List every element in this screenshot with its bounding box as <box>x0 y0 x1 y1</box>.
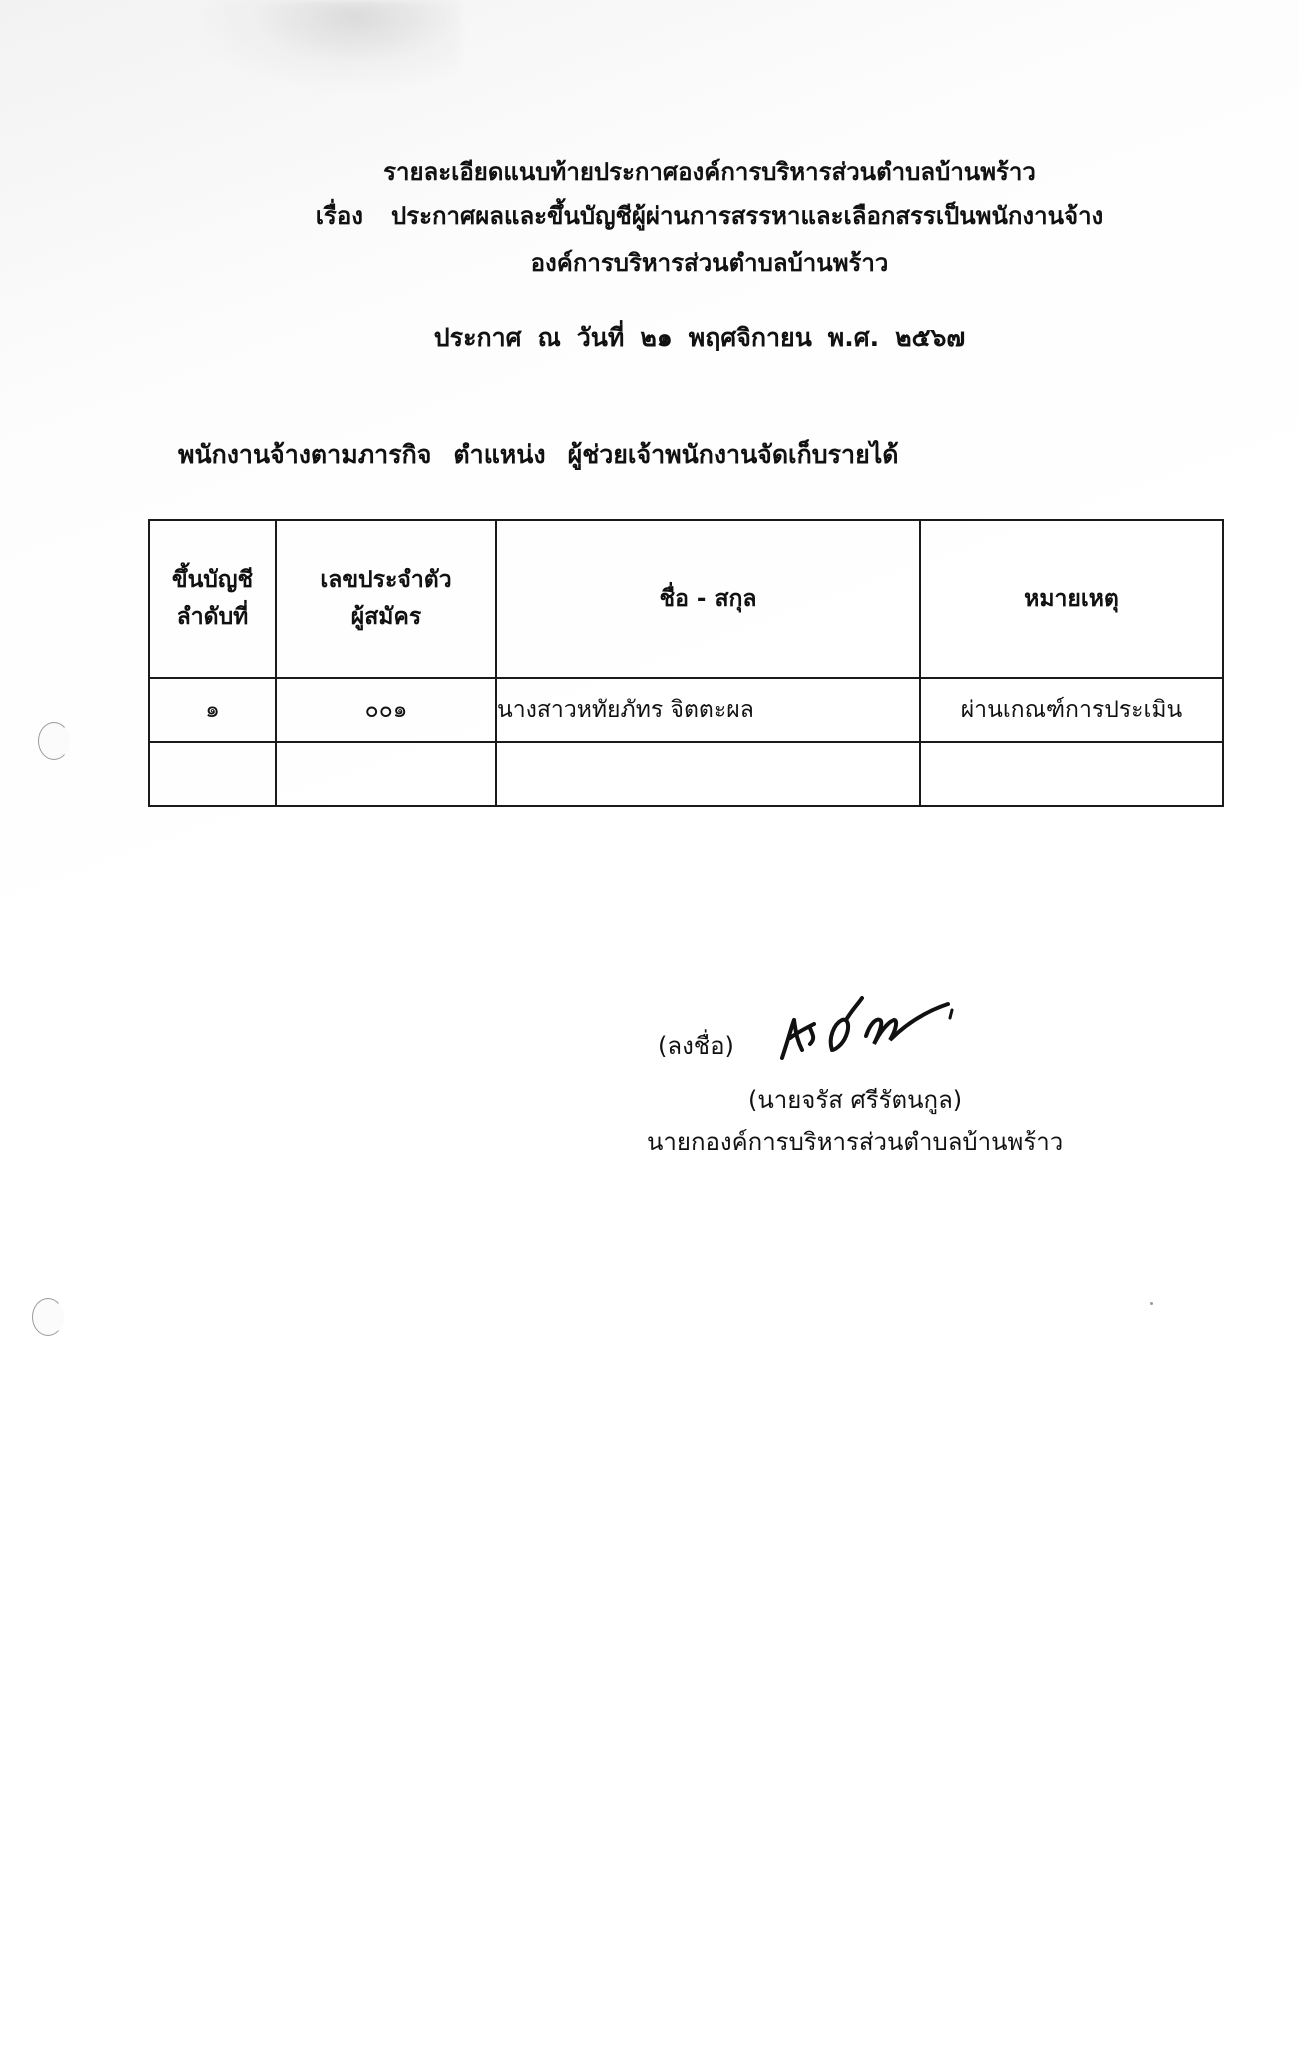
announced-prefix: ประกาศ <box>433 323 522 352</box>
cell-name: นางสาวหทัยภัทร จิตตะผล <box>496 678 920 742</box>
month-value: พฤศจิกายน <box>688 323 812 352</box>
subject-text: ประกาศผลและขึ้นบัญชีผู้ผ่านการสรรหาและเลือกสรรเป็นพนักงานจ้าง <box>390 202 1104 230</box>
header-id-line1: เลขประจำตัว <box>320 567 452 594</box>
cell-order <box>149 742 276 806</box>
header-order-line1: ขึ้นบัญชี <box>171 567 254 594</box>
employee-type: พนักงานจ้างตามภารกิจ <box>178 440 432 469</box>
handwritten-signature <box>770 980 960 1070</box>
header-applicant-id <box>276 520 496 678</box>
punch-hole-bottom <box>32 1298 64 1336</box>
document-title: รายละเอียดแนบท้ายประกาศองค์การบริหารส่วนตำบลบ้านพร้าว <box>383 158 1036 186</box>
organization-name: องค์การบริหารส่วนตำบลบ้านพร้าว <box>530 249 889 277</box>
year-label: พ.ศ. <box>827 323 880 352</box>
position-line <box>178 435 921 475</box>
scan-smudge <box>200 0 460 90</box>
position-label: ตำแหน่ง <box>453 440 546 469</box>
header-name: ชื่อ - สกุล <box>496 520 920 678</box>
year-value: ๒๕๖๗ <box>895 323 966 352</box>
cell-applicant-id <box>276 742 496 806</box>
signer-title: นายกองค์การบริหารส่วนตำบลบ้านพร้าว <box>647 1128 1064 1156</box>
table-row <box>149 678 1223 742</box>
announcement-date <box>50 318 1299 358</box>
document-subject <box>60 196 1299 235</box>
subject-label: เรื่อง <box>315 202 363 230</box>
header-id-line2: ผู้สมัคร <box>350 604 422 630</box>
signer-name: (นายจรัส ศรีรัตนกูล) <box>748 1086 963 1114</box>
announced-at: ณ <box>537 323 561 352</box>
cell-note: ผ่านเกณฑ์การประเมิน <box>920 678 1223 742</box>
signature-block <box>600 980 1100 1160</box>
cell-order: ๑ <box>149 678 276 742</box>
day-value: ๒๑ <box>640 323 673 352</box>
cell-note <box>920 742 1223 806</box>
header-note: หมายเหตุ <box>920 520 1223 678</box>
punch-hole-top <box>38 722 70 760</box>
cell-applicant-id: ๐๐๑ <box>276 678 496 742</box>
day-label: วันที่ <box>576 323 625 352</box>
results-table <box>148 519 1224 807</box>
scan-speck <box>1150 1302 1153 1305</box>
header-order-line2: ลำดับที่ <box>176 604 249 630</box>
table-header-row <box>149 520 1223 678</box>
position-name: ผู้ช่วยเจ้าพนักงานจัดเก็บรายได้ <box>567 440 899 469</box>
sign-label: (ลงชื่อ) <box>658 1032 734 1060</box>
cell-name <box>496 742 920 806</box>
table-row <box>149 742 1223 806</box>
header-order <box>149 520 276 678</box>
